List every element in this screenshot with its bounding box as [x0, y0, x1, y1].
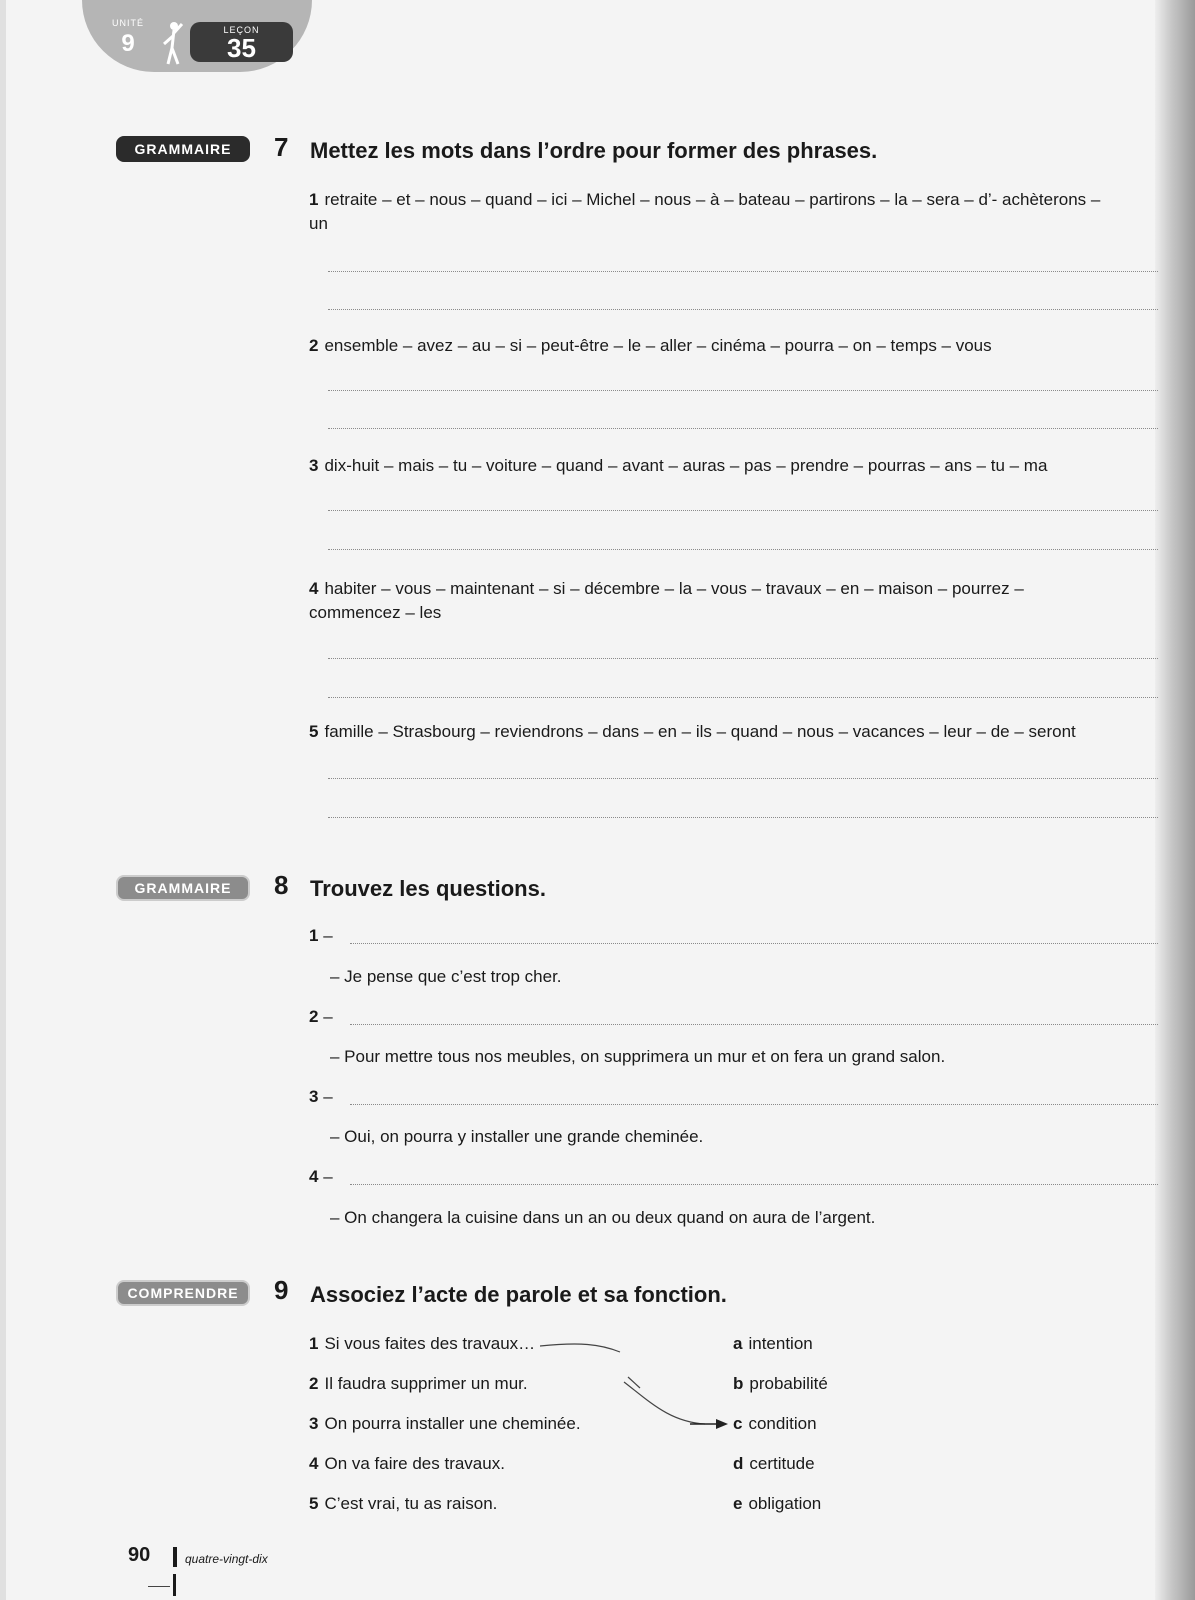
answer-line[interactable] [328, 510, 1158, 511]
item-text: On va faire des travaux. [324, 1454, 505, 1473]
unit-indicator [112, 18, 144, 58]
item-number: 1 [309, 926, 319, 945]
question-number [309, 1167, 333, 1187]
section-badge-grammaire: GRAMMAIRE [116, 136, 250, 162]
item-text: habiter – vous – maintenant – si – décembre – la – vous – travaux – en – maison – pourrez – commencez – les [309, 579, 1024, 622]
item-number: 2 [309, 1007, 319, 1026]
answer-text: – Pour mettre tous nos meubles, on supprimera un mur et on fera un grand salon. [330, 1047, 946, 1066]
footer-rule [148, 1586, 170, 1587]
question-number [309, 926, 333, 946]
list-item [309, 720, 1119, 744]
list-item [309, 334, 1119, 358]
item-text: retraite – et – nous – quand – ici – Michel – nous – à – bateau – partirons – la – sera – d’- achèterons – un [309, 190, 1101, 233]
item-text: intention [748, 1334, 813, 1353]
answer-line[interactable] [328, 390, 1158, 391]
item-text: dix-huit – mais – tu – voiture – quand – avant – auras – pas – prendre – pourras – ans – tu – ma [324, 456, 1048, 475]
question-dash: – [323, 926, 333, 945]
page-number-words: quatre-vingt-dix [185, 1552, 268, 1566]
exercise-title: Trouvez les questions. [310, 876, 546, 901]
match-left-item [309, 1374, 528, 1394]
example-connector-arrow [540, 1332, 743, 1433]
item-number: 4 [309, 1454, 319, 1473]
question-dash: – [323, 1087, 333, 1106]
answer-line[interactable] [328, 658, 1158, 659]
exercise-number: 7 [274, 132, 289, 162]
answer-text: – Oui, on pourra y installer une grande cheminée. [330, 1127, 704, 1146]
match-right-item [733, 1494, 821, 1514]
match-left-item [309, 1454, 505, 1474]
item-number: 3 [309, 1087, 319, 1106]
item-text: On pourra installer une cheminée. [324, 1414, 581, 1433]
footer-divider [173, 1574, 176, 1596]
question-number [309, 1007, 333, 1027]
answer-line[interactable] [328, 697, 1158, 698]
list-item [309, 577, 1119, 625]
item-text: Il faudra supprimer un mur. [324, 1374, 528, 1393]
exercise-number: 8 [274, 870, 289, 900]
question-answer-line[interactable] [350, 1184, 1158, 1185]
question-answer-line[interactable] [350, 1104, 1158, 1105]
match-left-item [309, 1494, 497, 1514]
unit-label: UNITÉ [112, 18, 144, 28]
item-number: 3 [309, 1414, 319, 1433]
item-text: C’est vrai, tu as raison. [324, 1494, 498, 1513]
answer-line[interactable] [328, 428, 1158, 429]
answer-text: – On changera la cuisine dans un an ou deux quand on aura de l’argent. [330, 1208, 876, 1227]
item-letter: d [733, 1454, 744, 1473]
item-number: 2 [309, 1374, 319, 1393]
lesson-indicator [190, 22, 293, 62]
match-right-item [733, 1374, 828, 1394]
answer-text: – Je pense que c’est trop cher. [330, 967, 562, 986]
list-item [309, 188, 1119, 236]
item-letter: e [733, 1494, 743, 1513]
answer-line[interactable] [328, 309, 1158, 310]
item-text: Si vous faites des travaux… [324, 1334, 536, 1353]
match-left-item [309, 1334, 535, 1354]
item-number: 3 [309, 456, 319, 475]
exercise-number: 9 [274, 1275, 289, 1305]
item-number: 4 [309, 1167, 319, 1186]
question-answer-line[interactable] [350, 1024, 1158, 1025]
question-dash: – [323, 1167, 333, 1186]
item-number: 1 [309, 190, 319, 209]
item-text: obligation [748, 1494, 822, 1513]
footer-divider [173, 1547, 177, 1567]
page-number: 90 [128, 1544, 151, 1566]
answer-line[interactable] [328, 549, 1158, 550]
item-text: ensemble – avez – au – si – peut-être – le – aller – cinéma – pourra – on – temps – vous [324, 336, 992, 355]
question-answer-line[interactable] [350, 943, 1158, 944]
lesson-label: LEÇON [223, 25, 260, 35]
item-number: 4 [309, 579, 319, 598]
item-text: probabilité [749, 1374, 828, 1393]
item-number: 5 [309, 722, 319, 741]
list-item [309, 454, 1119, 478]
item-number: 5 [309, 1494, 319, 1513]
match-right-item [733, 1454, 815, 1474]
unit-number: 9 [121, 30, 135, 57]
match-right-item [733, 1414, 817, 1434]
item-number: 1 [309, 1334, 319, 1353]
section-badge-comprendre: COMPRENDRE [116, 1280, 250, 1306]
answer-line[interactable] [328, 271, 1158, 272]
answer-line[interactable] [328, 817, 1158, 818]
page-binding-shadow [1155, 0, 1195, 1600]
exercise-title: Associez l’acte de parole et sa fonction. [310, 1282, 727, 1307]
item-text: famille – Strasbourg – reviendrons – dans – en – ils – quand – nous – vacances – leur – de – seront [324, 722, 1076, 741]
question-dash: – [323, 1007, 333, 1026]
match-right-item [733, 1334, 813, 1354]
section-badge-grammaire: GRAMMAIRE [116, 875, 250, 901]
lesson-number: 35 [227, 33, 256, 63]
item-text: condition [748, 1414, 817, 1433]
item-letter: c [733, 1414, 743, 1433]
exercise-title: Mettez les mots dans l’ordre pour former des phrases. [310, 138, 878, 163]
question-number [309, 1087, 333, 1107]
item-letter: a [733, 1334, 743, 1353]
answer-line[interactable] [328, 778, 1158, 779]
item-text: certitude [749, 1454, 815, 1473]
item-number: 2 [309, 336, 319, 355]
item-letter: b [733, 1374, 744, 1393]
page-left-edge [0, 0, 6, 1600]
